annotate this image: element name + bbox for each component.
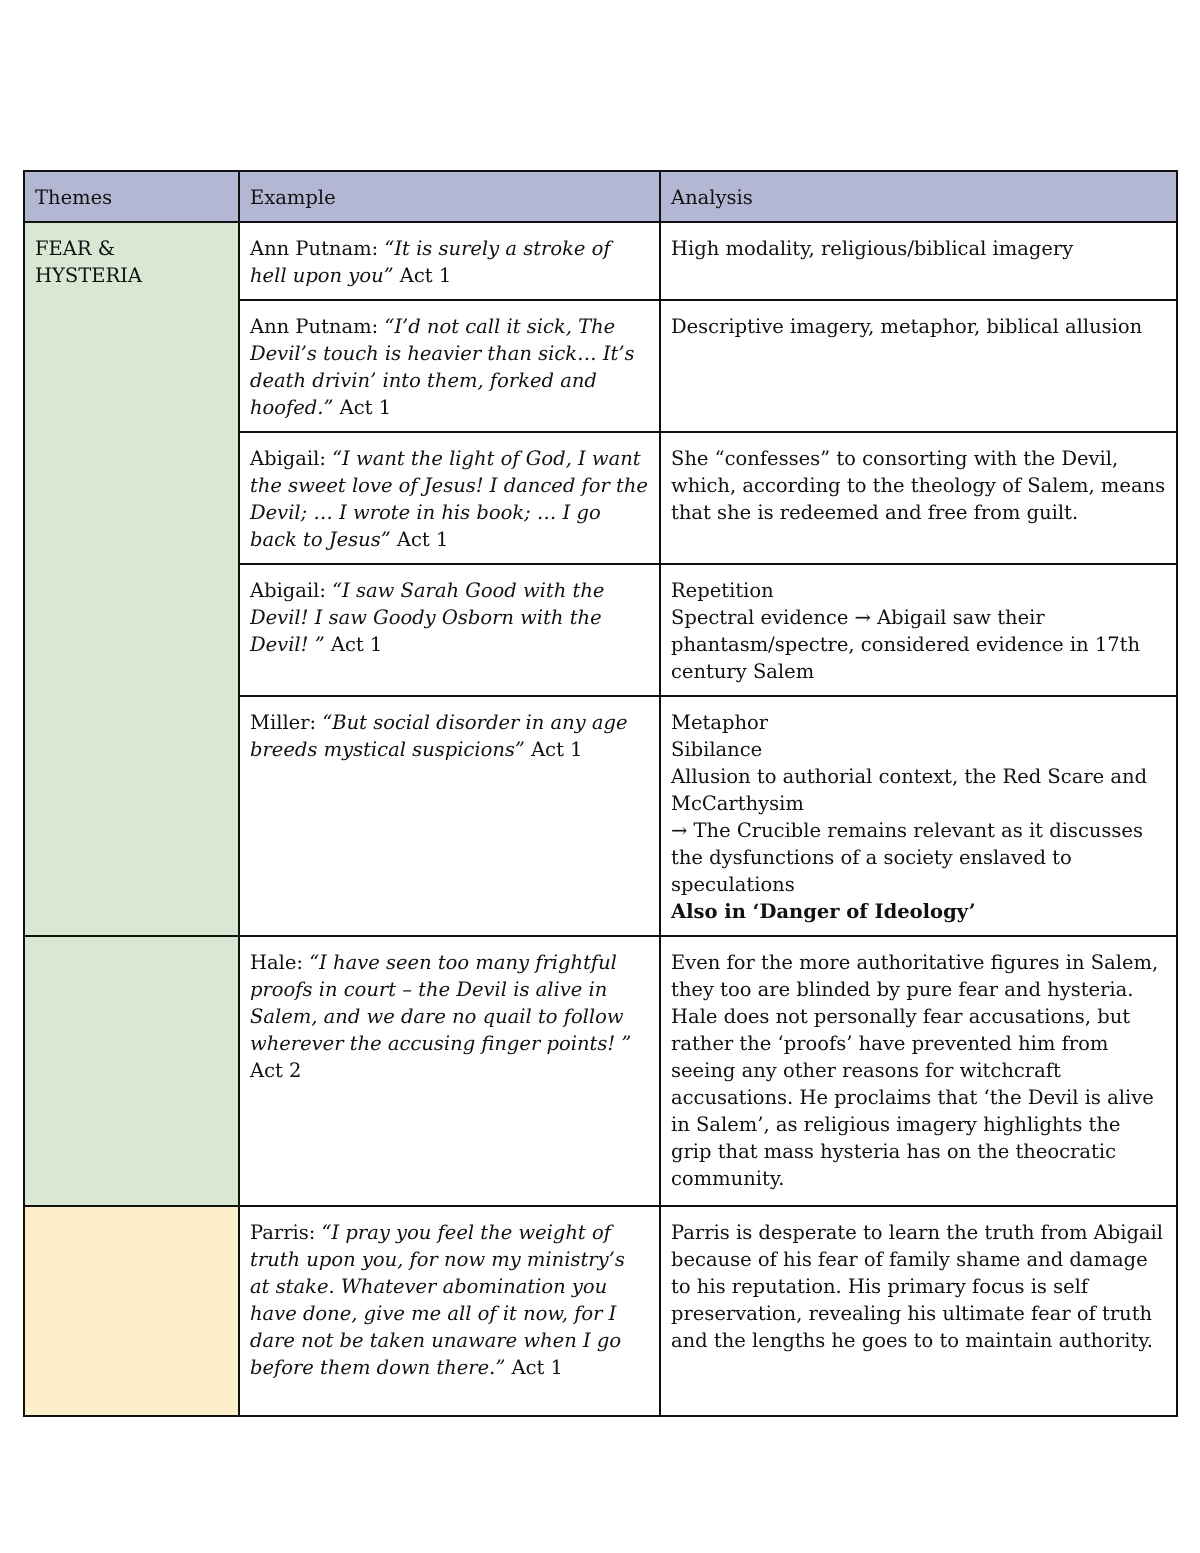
- quote: “I saw Sarah Good with the Devil! I saw Goody Osborn with the Devil! ”: [250, 579, 605, 656]
- analysis-line: → The Crucible remains relevant as it discusses the dysfunctions of a society enslaved to speculations: [671, 819, 1143, 896]
- header-example: Example: [239, 171, 660, 222]
- table-row: [24, 1206, 1177, 1416]
- speaker: Parris:: [250, 1221, 322, 1244]
- example-cell: [239, 222, 660, 300]
- quote: “But social disorder in any age breeds mystical suspicions”: [250, 711, 628, 761]
- quote: “I pray you feel the weight of truth upon you, for now my ministry’s at stake. Whatever abomination you have done, give me all of it now, for I dare not be taken unaware when I go before them down there.”: [250, 1221, 625, 1379]
- analysis-line: Spectral evidence → Abigail saw their phantasm/spectre, considered evidence in 17th century Salem: [671, 606, 1141, 683]
- example-cell: [239, 300, 660, 432]
- example-cell: [239, 1206, 660, 1416]
- analysis-cell: [660, 696, 1177, 936]
- act-ref: Act 1: [390, 528, 449, 551]
- analysis-cell: Parris is desperate to learn the truth from Abigail because of his fear of family shame and damage to his reputation. His primary focus is self preservation, revealing his ultimate fear of truth and the lengths he goes to to maintain authority.: [660, 1206, 1177, 1416]
- act-ref: Act 1: [324, 633, 383, 656]
- act-ref: Act 1: [333, 396, 392, 419]
- example-cell: [239, 564, 660, 696]
- header-row: [24, 171, 1177, 222]
- table-row: [24, 222, 1177, 300]
- analysis-cell: She “confesses” to consorting with the Devil, which, according to the theology of Salem, means that she is redeemed and free from guilt.: [660, 432, 1177, 564]
- analysis-cell: High modality, religious/biblical imagery: [660, 222, 1177, 300]
- theme-cell-empty: [24, 936, 239, 1206]
- theme-label: FEAR & HYSTERIA: [35, 237, 142, 287]
- analysis-cell: Descriptive imagery, metaphor, biblical allusion: [660, 300, 1177, 432]
- quote: “I want the light of God, I want the sweet love of Jesus! I danced for the Devil; … I wrote in his book; … I go back to Jesus”: [250, 447, 648, 551]
- example-cell: [239, 432, 660, 564]
- analysis-cell: Even for the more authoritative figures in Salem, they too are blinded by pure fear and hysteria. Hale does not personally fear accusations, but rather the ‘proofs’ have prevented him from seeing any other reasons for witchcraft accusations. He proclaims that ‘the Devil is alive in Salem’, as religious imagery highlights the grip that mass hysteria has on the theocratic community.: [660, 936, 1177, 1206]
- table-row: [24, 936, 1177, 1206]
- header-themes: Themes: [24, 171, 239, 222]
- example-cell: [239, 936, 660, 1206]
- example-cell: [239, 696, 660, 936]
- speaker: Ann Putnam:: [250, 315, 385, 338]
- speaker: Ann Putnam:: [250, 237, 385, 260]
- speaker: Hale:: [250, 951, 310, 974]
- act-ref: Act 2: [250, 1059, 302, 1082]
- cross-reference-note: Also in ‘Danger of Ideology’: [671, 900, 976, 923]
- analysis-line: Repetition: [671, 579, 774, 602]
- themes-table: [23, 170, 1178, 1417]
- speaker: Abigail:: [250, 447, 333, 470]
- analysis-line: Metaphor: [671, 711, 769, 734]
- act-ref: Act 1: [524, 738, 583, 761]
- analysis-line: Sibilance: [671, 738, 763, 761]
- act-ref: Act 1: [393, 264, 452, 287]
- quote: “I’d not call it sick, The Devil’s touch is heavier than sick… It’s death drivin’ into them, forked and hoofed.”: [250, 315, 635, 419]
- quote: “I have seen too many frightful proofs in court – the Devil is alive in Salem, and we dare no quail to follow wherever the accusing finger points! ”: [250, 951, 632, 1055]
- analysis-cell: [660, 564, 1177, 696]
- quote: “It is surely a stroke of hell upon you”: [250, 237, 611, 287]
- theme-cell-empty: [24, 1206, 239, 1416]
- theme-cell-fear-hysteria: [24, 222, 239, 936]
- speaker: Abigail:: [250, 579, 333, 602]
- act-ref: Act 1: [505, 1356, 563, 1379]
- analysis-line: Allusion to authorial context, the Red Scare and McCarthysim: [671, 765, 1148, 815]
- header-analysis: Analysis: [660, 171, 1177, 222]
- speaker: Miller:: [250, 711, 323, 734]
